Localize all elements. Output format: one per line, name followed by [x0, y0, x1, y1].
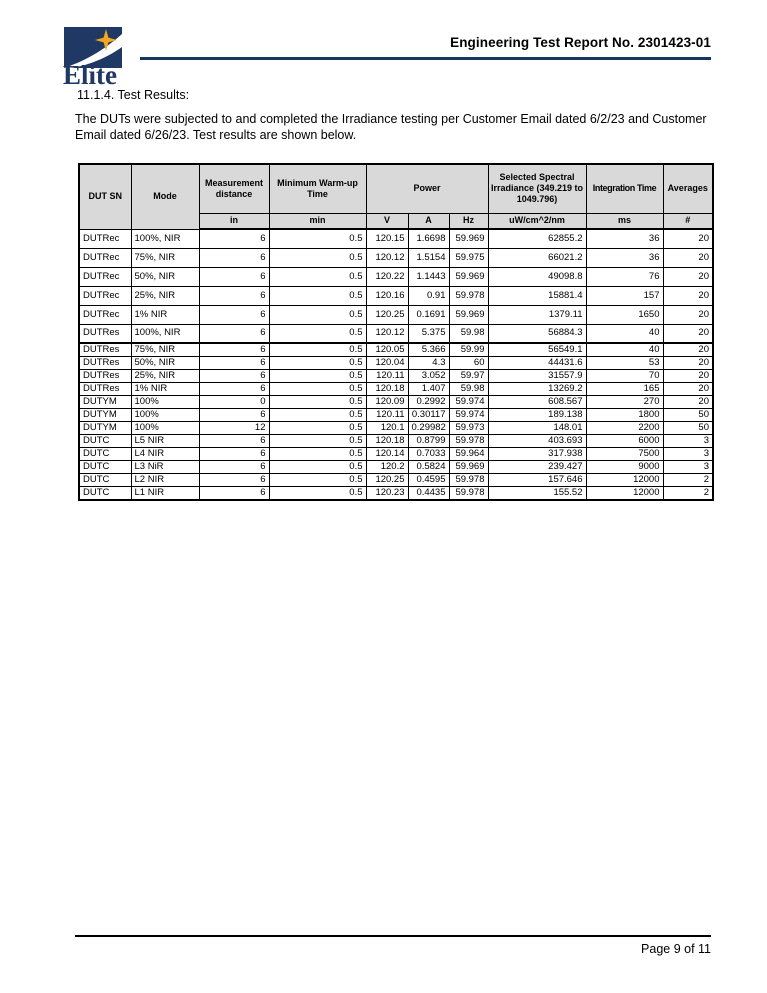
- table-cell: 157: [586, 286, 663, 305]
- table-cell: 59.974: [449, 408, 488, 421]
- table-cell: DUTRes: [79, 324, 131, 343]
- table-cell: 0.5: [269, 460, 366, 473]
- table-cell: 120.11: [366, 369, 408, 382]
- table-row: [79, 421, 713, 434]
- table-cell: 60: [449, 356, 488, 369]
- table-cell: 120.18: [366, 434, 408, 447]
- table-cell: 148.01: [488, 421, 586, 434]
- table-row: [79, 395, 713, 408]
- table-row: [79, 473, 713, 486]
- table-cell: 56549.1: [488, 343, 586, 356]
- body-paragraph: The DUTs were subjected to and completed the Irradiance testing per Customer Email dated 6/2/23 and Customer Email dated 6/26/23. Test results are shown below.: [75, 112, 707, 142]
- table-cell: 0.5: [269, 305, 366, 324]
- table-cell: 53: [586, 356, 663, 369]
- table-cell: 120.12: [366, 324, 408, 343]
- table-cell: 608.567: [488, 395, 586, 408]
- table-cell: 1.6698: [408, 229, 449, 248]
- table-cell: DUTC: [79, 473, 131, 486]
- table-cell: 6: [199, 434, 269, 447]
- table-cell: 5.375: [408, 324, 449, 343]
- table-row: [79, 343, 713, 356]
- table-cell: 2200: [586, 421, 663, 434]
- table-cell: 20: [663, 305, 713, 324]
- table-cell: 49098.8: [488, 267, 586, 286]
- table-cell: 100%, NIR: [131, 229, 199, 248]
- col-header-measurement-distance: Measurement distance: [199, 164, 269, 213]
- table-header: [79, 164, 713, 229]
- table-cell: 157.646: [488, 473, 586, 486]
- table-row: [79, 356, 713, 369]
- unit-warmup: min: [269, 213, 366, 229]
- table-cell: 6: [199, 248, 269, 267]
- table-cell: 12000: [586, 486, 663, 499]
- table-cell: 9000: [586, 460, 663, 473]
- table-cell: 0.5: [269, 267, 366, 286]
- col-header-mode: Mode: [131, 164, 199, 229]
- table-cell: DUTRec: [79, 248, 131, 267]
- table-cell: 12: [199, 421, 269, 434]
- table-cell: 20: [663, 395, 713, 408]
- table-cell: 12000: [586, 473, 663, 486]
- table-cell: 59.974: [449, 395, 488, 408]
- table-cell: 120.16: [366, 286, 408, 305]
- table-cell: 120.18: [366, 382, 408, 395]
- table-cell: 66021.2: [488, 248, 586, 267]
- test-results-table: [78, 163, 714, 501]
- table-cell: L4 NIR: [131, 447, 199, 460]
- table-cell: 403.693: [488, 434, 586, 447]
- table-cell: 59.969: [449, 460, 488, 473]
- table-cell: 6: [199, 447, 269, 460]
- table-cell: DUTYM: [79, 395, 131, 408]
- table-cell: 4.3: [408, 356, 449, 369]
- table-cell: 0.5: [269, 421, 366, 434]
- page-footer: [75, 935, 711, 958]
- table-cell: 6: [199, 324, 269, 343]
- table-cell: 25%, NIR: [131, 369, 199, 382]
- table-cell: 6: [199, 460, 269, 473]
- table-cell: 2: [663, 473, 713, 486]
- table-cell: 20: [663, 229, 713, 248]
- table-cell: 0.4435: [408, 486, 449, 499]
- table-cell: DUTRes: [79, 343, 131, 356]
- table-cell: 3.052: [408, 369, 449, 382]
- table-cell: 36: [586, 229, 663, 248]
- table-cell: 59.99: [449, 343, 488, 356]
- table-cell: DUTRes: [79, 382, 131, 395]
- elite-logo: [62, 27, 124, 87]
- section-heading: 11.1.4. Test Results:: [77, 88, 190, 102]
- table-cell: 59.964: [449, 447, 488, 460]
- table-cell: 15881.4: [488, 286, 586, 305]
- table-cell: 165: [586, 382, 663, 395]
- unit-hz: Hz: [449, 213, 488, 229]
- unit-averages: #: [663, 213, 713, 229]
- table-cell: 270: [586, 395, 663, 408]
- table-row: [79, 434, 713, 447]
- table-cell: 0.5: [269, 248, 366, 267]
- table-cell: 40: [586, 324, 663, 343]
- table-row: [79, 486, 713, 499]
- table-cell: DUTC: [79, 447, 131, 460]
- table-cell: 0.5: [269, 286, 366, 305]
- table-cell: 0.5: [269, 395, 366, 408]
- table-cell: 6: [199, 286, 269, 305]
- table-cell: 59.98: [449, 324, 488, 343]
- table-cell: 6: [199, 356, 269, 369]
- table-cell: 0.5: [269, 324, 366, 343]
- table-cell: 76: [586, 267, 663, 286]
- table-cell: 1.1443: [408, 267, 449, 286]
- table-cell: 40: [586, 343, 663, 356]
- table-cell: 120.23: [366, 486, 408, 499]
- table-cell: L3 NiR: [131, 460, 199, 473]
- table-cell: 3: [663, 447, 713, 460]
- table-cell: 20: [663, 356, 713, 369]
- table-cell: 189.138: [488, 408, 586, 421]
- table-cell: 6: [199, 486, 269, 499]
- table-cell: L1 NIR: [131, 486, 199, 499]
- table-cell: 59.978: [449, 486, 488, 499]
- table-cell: 0.7033: [408, 447, 449, 460]
- table-cell: 1% NIR: [131, 382, 199, 395]
- table-cell: 0.30117: [408, 408, 449, 421]
- table-cell: 0.2992: [408, 395, 449, 408]
- table-cell: 0.1691: [408, 305, 449, 324]
- table-cell: 1% NIR: [131, 305, 199, 324]
- col-header-integration-time: Integration Time: [586, 164, 663, 213]
- table-cell: 0: [199, 395, 269, 408]
- table-cell: 120.12: [366, 248, 408, 267]
- table-cell: 0.5: [269, 434, 366, 447]
- page-number: Page 9 of 11: [641, 942, 711, 956]
- table-cell: 20: [663, 267, 713, 286]
- table-cell: 120.25: [366, 305, 408, 324]
- col-header-spectral-irradiance: Selected Spectral Irradiance (349.219 to 1049.796): [488, 164, 586, 213]
- table-cell: 100%: [131, 421, 199, 434]
- table-cell: 0.5: [269, 343, 366, 356]
- table-cell: 75%, NIR: [131, 248, 199, 267]
- table-cell: DUTC: [79, 434, 131, 447]
- table-cell: 317.938: [488, 447, 586, 460]
- report-title: Engineering Test Report No. 2301423-01: [450, 35, 711, 50]
- table-cell: L5 NIR: [131, 434, 199, 447]
- table-cell: 59.969: [449, 267, 488, 286]
- table-cell: 0.8799: [408, 434, 449, 447]
- table-row: [79, 324, 713, 343]
- table-cell: 1379.11: [488, 305, 586, 324]
- table-cell: 1.407: [408, 382, 449, 395]
- table-cell: 6000: [586, 434, 663, 447]
- table-cell: 6: [199, 382, 269, 395]
- table-cell: 59.978: [449, 434, 488, 447]
- table-cell: DUTRes: [79, 356, 131, 369]
- col-header-averages: Averages: [663, 164, 713, 213]
- table-cell: 44431.6: [488, 356, 586, 369]
- table-cell: 6: [199, 343, 269, 356]
- table-cell: 59.973: [449, 421, 488, 434]
- table-cell: 20: [663, 286, 713, 305]
- table-cell: 120.1: [366, 421, 408, 434]
- table-cell: 0.5: [269, 473, 366, 486]
- table-cell: 59.969: [449, 305, 488, 324]
- table-cell: 6: [199, 408, 269, 421]
- table-cell: 7500: [586, 447, 663, 460]
- table-cell: DUTRec: [79, 267, 131, 286]
- unit-volts: V: [366, 213, 408, 229]
- table-row: [79, 460, 713, 473]
- table-cell: 3: [663, 460, 713, 473]
- elite-logo-graphic: [62, 27, 124, 87]
- table-body: [79, 229, 713, 500]
- table-cell: 36: [586, 248, 663, 267]
- table-cell: 120.2: [366, 460, 408, 473]
- table-cell: 120.04: [366, 356, 408, 369]
- table-cell: DUTYM: [79, 408, 131, 421]
- table-cell: DUTRec: [79, 305, 131, 324]
- table-cell: 120.05: [366, 343, 408, 356]
- table-cell: 1.5154: [408, 248, 449, 267]
- table-cell: 120.14: [366, 447, 408, 460]
- col-header-dut-sn: DUT SN: [79, 164, 131, 229]
- table-cell: 6: [199, 369, 269, 382]
- table-cell: 120.11: [366, 408, 408, 421]
- table-cell: 0.29982: [408, 421, 449, 434]
- table-cell: 0.5: [269, 356, 366, 369]
- table-cell: DUTYM: [79, 421, 131, 434]
- table-row: [79, 305, 713, 324]
- table-row: [79, 382, 713, 395]
- unit-irradiance: uW/cm^2/nm: [488, 213, 586, 229]
- col-header-minimum-warmup-time: Minimum Warm-up Time: [269, 164, 366, 213]
- table-cell: 6: [199, 305, 269, 324]
- table-row: [79, 229, 713, 248]
- table-cell: 20: [663, 369, 713, 382]
- unit-distance: in: [199, 213, 269, 229]
- table-row: [79, 248, 713, 267]
- table-cell: 0.5: [269, 486, 366, 499]
- table-cell: 100%: [131, 408, 199, 421]
- table-cell: 20: [663, 324, 713, 343]
- table-row: [79, 267, 713, 286]
- table-cell: 120.22: [366, 267, 408, 286]
- table-cell: 120.25: [366, 473, 408, 486]
- table-cell: 25%, NIR: [131, 286, 199, 305]
- table-cell: 0.4595: [408, 473, 449, 486]
- table-cell: 59.969: [449, 229, 488, 248]
- table-cell: 0.5: [269, 408, 366, 421]
- unit-amps: A: [408, 213, 449, 229]
- table-cell: L2 NIR: [131, 473, 199, 486]
- table-cell: 13269.2: [488, 382, 586, 395]
- table-row: [79, 408, 713, 421]
- table-cell: 6: [199, 473, 269, 486]
- table-cell: 20: [663, 248, 713, 267]
- unit-integration: ms: [586, 213, 663, 229]
- table-cell: 0.5: [269, 369, 366, 382]
- table-cell: 31557.9: [488, 369, 586, 382]
- table-cell: DUTC: [79, 460, 131, 473]
- table-cell: 6: [199, 267, 269, 286]
- table-cell: 2: [663, 486, 713, 499]
- table-cell: 50%, NIR: [131, 356, 199, 369]
- table-cell: 56884.3: [488, 324, 586, 343]
- table-cell: 1800: [586, 408, 663, 421]
- table-cell: 50: [663, 408, 713, 421]
- table-cell: DUTC: [79, 486, 131, 499]
- table-cell: 0.5: [269, 382, 366, 395]
- table-row: [79, 286, 713, 305]
- logo-wordmark-text: Elite: [63, 60, 117, 87]
- table-cell: 20: [663, 382, 713, 395]
- table-cell: 155.52: [488, 486, 586, 499]
- table-row: [79, 369, 713, 382]
- table-cell: 59.978: [449, 286, 488, 305]
- table-cell: 62855.2: [488, 229, 586, 248]
- table-cell: 6: [199, 229, 269, 248]
- table-cell: 120.09: [366, 395, 408, 408]
- table-cell: 3: [663, 434, 713, 447]
- table-cell: DUTRec: [79, 286, 131, 305]
- table-cell: 0.5824: [408, 460, 449, 473]
- table-cell: 59.978: [449, 473, 488, 486]
- col-header-power: Power: [366, 164, 488, 213]
- table-cell: 100%, NIR: [131, 324, 199, 343]
- table-cell: 0.91: [408, 286, 449, 305]
- table-cell: 75%, NIR: [131, 343, 199, 356]
- table-cell: 50%, NIR: [131, 267, 199, 286]
- table-cell: 0.5: [269, 229, 366, 248]
- table-cell: 120.15: [366, 229, 408, 248]
- table-cell: DUTRec: [79, 229, 131, 248]
- table-cell: 0.5: [269, 447, 366, 460]
- table-cell: 59.97: [449, 369, 488, 382]
- table-cell: 20: [663, 343, 713, 356]
- table-cell: DUTRes: [79, 369, 131, 382]
- table-cell: 100%: [131, 395, 199, 408]
- header-rule: [140, 34, 711, 60]
- table-cell: 59.975: [449, 248, 488, 267]
- table-cell: 5.366: [408, 343, 449, 356]
- table-cell: 50: [663, 421, 713, 434]
- table-row: [79, 447, 713, 460]
- table-cell: 1650: [586, 305, 663, 324]
- table-cell: 59.98: [449, 382, 488, 395]
- table-cell: 70: [586, 369, 663, 382]
- table-cell: 239.427: [488, 460, 586, 473]
